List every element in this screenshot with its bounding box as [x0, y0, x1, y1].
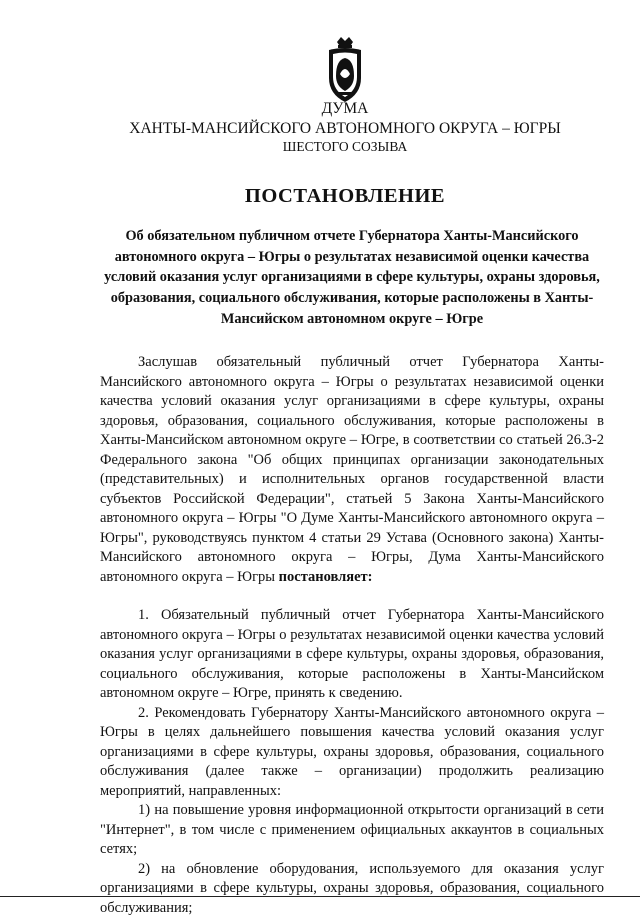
coat-of-arms-emblem — [323, 36, 367, 104]
item-2: 2. Рекомендовать Губернатору Ханты-Мансийского автономного округа – Югры в целях дальнейшего повышения качества условий оказания услуг организациями в сфере культуры, охраны здоровья, образования, социального обслуживания (далее также – организации) продолжить реализацию мероприятий, направленных: — [100, 704, 604, 802]
preamble-paragraph — [100, 353, 604, 587]
header-convocation: ШЕСТОГО СОЗЫВА — [0, 138, 640, 156]
preamble-text: Заслушав обязательный публичный отчет Губернатора Ханты-Мансийского автономного округа – Югры о результатах независимой оценки качества условий оказания услуг организациями в сфере культуры, охраны здоровья, образования, социального обслуживания, которые расположены в Ханты-Мансийском автономном округе – Югре, в соответствии со статьей 26.3-2 Федерального закона "Об общих принципах организации законодательных (представительных) и исполнительных органов государственной власти субъектов Российской Федерации", статьей 5 Закона Ханты-Мансийского автономного округа – Югры "О Думе Ханты-Мансийского автономного округа – Югры", руководствуясь пунктом 4 статьи 29 Устава (Основного закона) Ханты-Мансийского автономного округа – Югры, Дума Ханты-Мансийского автономного округа – Югры — [100, 354, 604, 585]
item-1: 1. Обязательный публичный отчет Губернатора Ханты-Мансийского автономного округа – Югры о результатах независимой оценки качества условий оказания услуг организациями в сфере культуры, охраны здоровья, образования, социального обслуживания, которые расположены в Ханты-Мансийском автономном округе – Югре, принять к сведению. — [100, 606, 604, 704]
document-title: Об обязательном публичном отчете Губернатора Ханты-Мансийского автономного округа – Югры о результатах независимой оценки качества условий оказания услуг организациями в сфере культуры, охраны здоровья, образования, социального обслуживания, которые расположены в Ханты-Мансийском автономном округе – Югре — [96, 226, 608, 330]
subitem-1: 1) на повышение уровня информационной открытости организаций в сети "Интернет", в том числе с применением официальных аккаунтов в социальных сетях; — [100, 801, 604, 860]
page-bottom-line — [0, 896, 640, 897]
preamble-resolves: постановляет: — [279, 569, 373, 585]
subitem-2: 2) на обновление оборудования, используемого для оказания услуг организациями в сфере культуры, охраны здоровья, образования, социального обслуживания; — [100, 860, 604, 918]
document-type: ПОСТАНОВЛЕНИЕ — [0, 185, 640, 208]
header-title: ДУМА — [0, 100, 640, 118]
header-organization: ХАНТЫ-МАНСИЙСКОГО АВТОНОМНОГО ОКРУГА – ЮГРЫ — [0, 120, 640, 138]
document-body — [100, 353, 604, 918]
